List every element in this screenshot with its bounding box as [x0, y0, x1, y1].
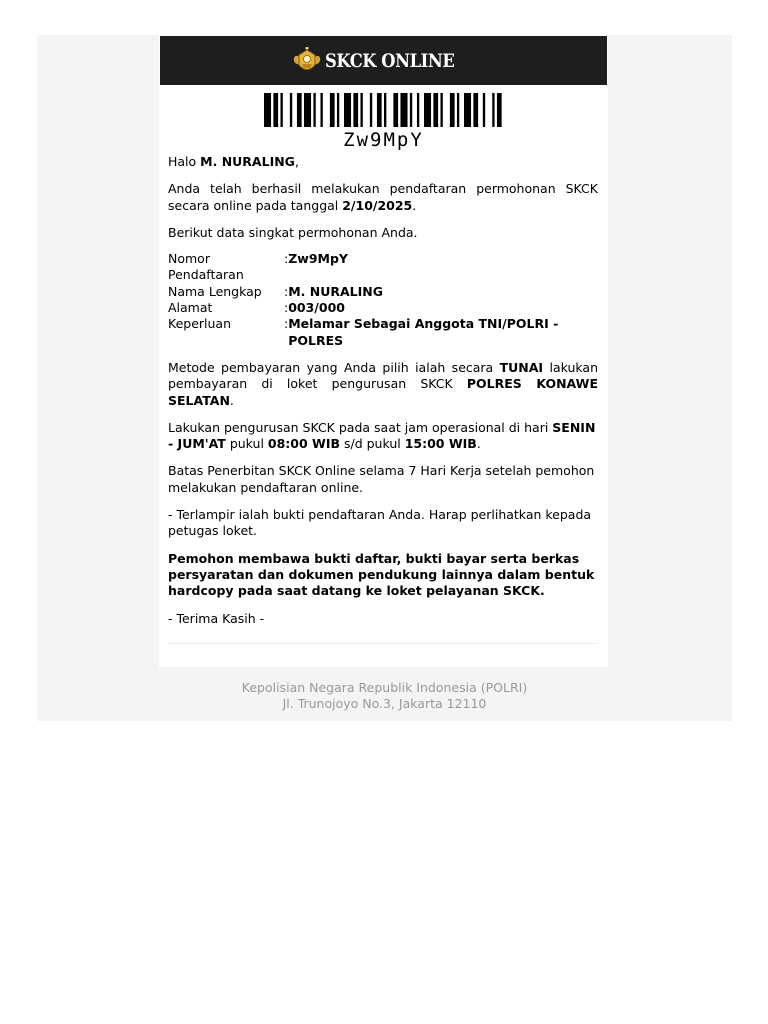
barcode-bar	[473, 93, 478, 127]
payment-end: .	[229, 392, 234, 408]
greeting-prefix: Halo	[168, 154, 201, 169]
barcode-bar	[313, 93, 315, 127]
applicant-name: M. NURALING	[200, 154, 295, 169]
footer-org: Kepolisian Negara Republik Indonesia (POLRI)	[241, 680, 528, 695]
barcode-bar	[457, 93, 459, 127]
greeting	[168, 154, 598, 170]
schedule-text: s/d pukul	[340, 436, 405, 452]
closing-text: - Terima Kasih -	[168, 610, 265, 626]
intro-end: .	[412, 197, 417, 213]
barcode-bar	[433, 93, 438, 127]
detail-value: 003/000	[288, 300, 345, 316]
detail-label: Keperluan	[168, 316, 232, 332]
detail-value: Zw9MpY	[288, 251, 348, 267]
header-brand	[292, 47, 476, 75]
intro-text: Anda telah berhasil melakukan pendaftaran permohonan SKCK secara online pada tanggal	[168, 181, 598, 213]
payment-office: POLRES KONAWE SELATAN	[168, 376, 598, 408]
detail-value: Melamar Sebagai Anggota TNI/POLRI - POLRES	[288, 316, 559, 348]
schedule-start: 08:00 WIB	[267, 436, 341, 452]
detail-colon: :	[284, 251, 289, 267]
barcode-bar	[492, 93, 494, 127]
schedule-days: SENIN - JUM'AT	[168, 419, 596, 452]
barcode-bar	[297, 93, 302, 127]
barcode-bar	[450, 93, 455, 127]
email-body	[168, 154, 598, 627]
detail-label: Nama Lengkap	[168, 283, 262, 299]
payment-text: Metode pembayaran yang Anda pilih ialah secara	[168, 359, 500, 375]
barcode-bar	[280, 93, 282, 127]
deadline-paragraph: Batas Penerbitan SKCK Online selama 7 Hari Kerja setelah pemohon melakukan pendaftaran online.	[168, 463, 595, 495]
polri-emblem-icon	[292, 47, 322, 75]
greeting-suffix: ,	[294, 154, 299, 169]
barcode-bar	[424, 93, 431, 127]
detail-label: Nomor Pendaftaran	[168, 251, 244, 283]
barcode-bar	[483, 93, 485, 127]
requirement-note	[168, 551, 598, 600]
barcode-bar	[330, 93, 335, 127]
registration-date: 2/10/2025	[342, 197, 413, 213]
email-footer	[37, 680, 732, 713]
schedule-end: 15:00 WIB	[404, 436, 477, 452]
attachment-note: - Terlampir ialah bukti pendaftaran Anda. Harap perlihatkan kepada petugas loket.	[168, 507, 592, 539]
barcode-bar	[337, 93, 339, 127]
header-bar	[160, 36, 607, 85]
requirement-text: Pemohon membawa bukti daftar, bukti bayar serta berkas persyaratan dan dokumen pendukung lainnya dalam bentuk hardcopy pada saat datang ke loket pelayanan SKCK.	[168, 550, 595, 599]
payment-paragraph	[168, 360, 598, 409]
detail-row-nama	[168, 284, 598, 300]
payment-text: lakukan pembayaran di loket pengurusan SKCK	[168, 359, 599, 392]
detail-row-keperluan	[168, 316, 598, 349]
footer-address: Jl. Trunojoyo No.3, Jakarta 12110	[282, 696, 487, 712]
barcode-bar	[400, 93, 407, 127]
detail-value: M. NURALING	[288, 283, 384, 299]
detail-colon: :	[284, 300, 289, 316]
registration-details-table	[168, 251, 598, 349]
barcode-bar	[264, 93, 271, 127]
registration-barcode	[264, 93, 504, 127]
barcode-bar	[464, 93, 471, 127]
barcode-code: Zw9MpY	[343, 129, 424, 151]
email-card	[159, 35, 608, 667]
barcode-bar	[304, 93, 311, 127]
detail-label: Alamat	[168, 300, 213, 316]
detail-row-alamat	[168, 300, 598, 316]
barcode-bar	[290, 93, 292, 127]
detail-colon: :	[284, 283, 289, 299]
barcode-bar	[273, 93, 278, 127]
barcode-bar	[384, 93, 386, 127]
schedule-text: pukul	[225, 436, 268, 452]
barcode-bar	[393, 93, 398, 127]
barcode-bar	[370, 93, 372, 127]
barcode-bar	[440, 93, 442, 127]
barcode-bar	[410, 93, 412, 127]
barcode-bar	[417, 93, 419, 127]
summary-lead: Berikut data singkat permohonan Anda.	[168, 224, 418, 240]
header-title: SKCK ONLINE	[324, 49, 455, 72]
barcode-bar	[320, 93, 322, 127]
barcode-bar	[497, 93, 502, 127]
detail-row-nomor	[168, 251, 598, 284]
barcode-bar	[344, 93, 351, 127]
email-background	[37, 35, 732, 721]
schedule-paragraph	[168, 420, 598, 453]
content-divider	[168, 643, 598, 644]
intro-paragraph	[168, 181, 598, 214]
barcode-bar	[377, 93, 382, 127]
schedule-text: Lakukan pengurusan SKCK pada saat jam operasional di hari	[168, 419, 553, 435]
detail-colon: :	[284, 316, 289, 332]
barcode-bar	[360, 93, 362, 127]
schedule-end-punct: .	[476, 436, 481, 452]
payment-method: TUNAI	[499, 359, 544, 375]
barcode-bar	[353, 93, 358, 127]
